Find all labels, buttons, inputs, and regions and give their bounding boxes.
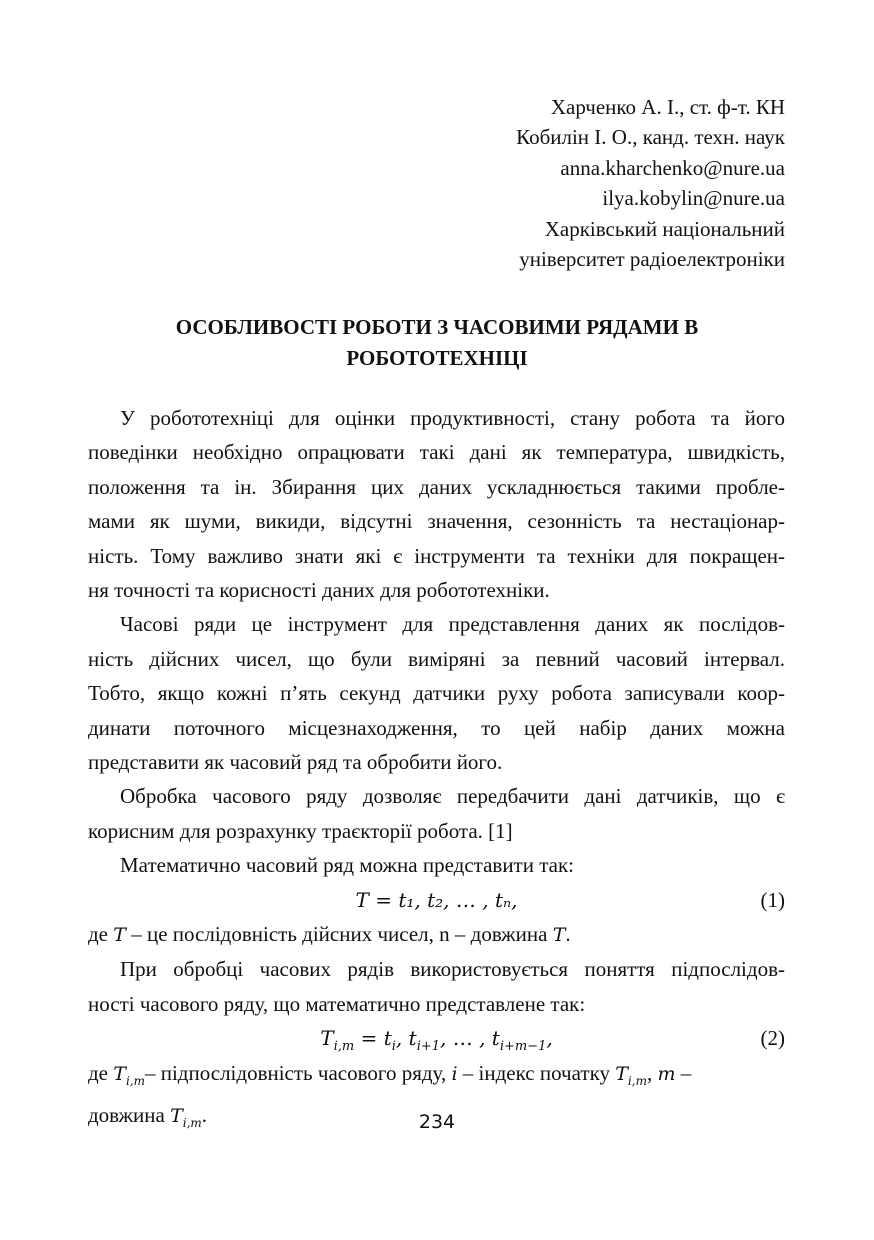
- title-line-2: РОБОТОТЕХНІЦІ: [346, 346, 528, 370]
- paragraph-1: [88, 401, 785, 607]
- equation-1-expression: T = t₁, t₂, … , tₙ,: [355, 887, 518, 912]
- math-subscript: i+m−1: [499, 1039, 547, 1055]
- text-line: положення та ін. Збирання цих даних ускладнюється такими пробле-: [88, 474, 785, 499]
- text-line: [88, 917, 785, 952]
- text-span: де: [88, 922, 114, 947]
- text-line: Математично часовий ряд можна представити так:: [120, 853, 575, 878]
- text-line: При обробці часових рядів використовується поняття підпослідов-: [120, 957, 785, 982]
- math-T-letter: T: [170, 1104, 183, 1127]
- text-line: ня точності та корисності даних для робототехніки.: [88, 578, 550, 603]
- text-span: довжина: [88, 1102, 171, 1127]
- math-comma: ,: [546, 1026, 553, 1051]
- math-subscript: i,m: [125, 1073, 145, 1088]
- text-line: мами як шуми, викиди, відсутні значення, сезонність та нестаціонар-: [88, 509, 785, 534]
- equation-1: [88, 883, 785, 917]
- math-subscript: i+1: [416, 1039, 441, 1055]
- email-2: ilya.kobylin@nure.ua: [602, 186, 785, 211]
- math-t: , t: [395, 1026, 417, 1051]
- math-T: [113, 1062, 145, 1088]
- math-t: t: [383, 1026, 392, 1051]
- math-T: T: [320, 1026, 334, 1051]
- page-number: 234: [418, 1111, 456, 1133]
- text-line: ність. Тому важливо знати які є інструменти та техніки для покращен-: [88, 543, 785, 568]
- text-line: Обробка часового ряду дозволяє передбачити дані датчиків, що є: [120, 784, 785, 809]
- text-line: корисним для розрахунку траєкторії робота. [1]: [88, 818, 513, 843]
- text-span: ,: [646, 1060, 658, 1085]
- body-text: [88, 401, 785, 1140]
- paragraph-5: [88, 952, 785, 1021]
- text-span: .: [201, 1102, 208, 1127]
- text-span: – це послідовність дійсних чисел, n – довжина: [125, 922, 553, 947]
- author-2: Кобилін І. О., канд. техн. наук: [516, 125, 785, 150]
- paragraph-2: [88, 607, 785, 779]
- math-subscript: i,m: [182, 1115, 202, 1130]
- text-span: – підпослідовність часового ряду,: [144, 1060, 452, 1085]
- math-var-m: m: [657, 1062, 676, 1085]
- text-line: Тобто, якщо кожні п’ять секунд датчики руху робота записували коор-: [88, 681, 785, 706]
- paper-title: [88, 312, 786, 374]
- math-subscript: i: [391, 1039, 396, 1055]
- math-T: [615, 1062, 647, 1088]
- text-line: представити як часовий ряд та обробити його.: [88, 750, 503, 775]
- text-span: –: [675, 1060, 692, 1085]
- affiliation-line-2: університет радіоелектроніки: [519, 247, 785, 272]
- text-line: ності часового ряду, що математично представлене так:: [88, 991, 586, 1016]
- author-1: Харченко А. І., ст. ф-т. КН: [550, 95, 785, 119]
- text-span: – індекс початку: [457, 1060, 616, 1085]
- paragraph-3: [88, 779, 785, 848]
- math-equals: =: [354, 1026, 384, 1051]
- author-block: [516, 92, 785, 274]
- math-var-T: T: [552, 924, 566, 947]
- equation-2-expression: [88, 1021, 785, 1064]
- email-1: anna.kharchenko@nure.ua: [560, 155, 785, 180]
- text-span: .: [565, 922, 571, 947]
- math-subscript: i,m: [333, 1039, 355, 1055]
- text-line: динати поточного місцезнаходження, то цей набір даних можна: [88, 715, 785, 740]
- equation-1-explanation: [88, 917, 785, 952]
- equation-2: [88, 1021, 785, 1055]
- text-line: У робототехніці для оцінки продуктивності, стану робота та його: [120, 406, 785, 430]
- math-t: , … , t: [440, 1026, 500, 1051]
- math-T-letter: T: [615, 1062, 628, 1085]
- math-var-i: i: [451, 1062, 458, 1085]
- affiliation-line-1: Харківський національний: [544, 216, 785, 241]
- text-span: де: [88, 1060, 114, 1085]
- equation-1-number: (1): [760, 887, 785, 912]
- text-line: поведінки необхідно опрацювати такі дані як температура, швидкість,: [88, 440, 785, 465]
- math-var-T: T: [113, 924, 126, 947]
- paragraph-4: [88, 848, 785, 882]
- math-subscript: i,m: [627, 1073, 647, 1088]
- text-line: ність дійсних чисел, що були виміряні за певний часовий інтервал.: [88, 646, 785, 671]
- text-line: Часові ряди це інструмент для представлення даних як послідов-: [120, 612, 785, 637]
- title-line-1: ОСОБЛИВОСТІ РОБОТИ З ЧАСОВИМИ РЯДАМИ В: [175, 315, 699, 339]
- equation-2-number: (2): [760, 1026, 785, 1051]
- math-T-letter: T: [113, 1062, 126, 1085]
